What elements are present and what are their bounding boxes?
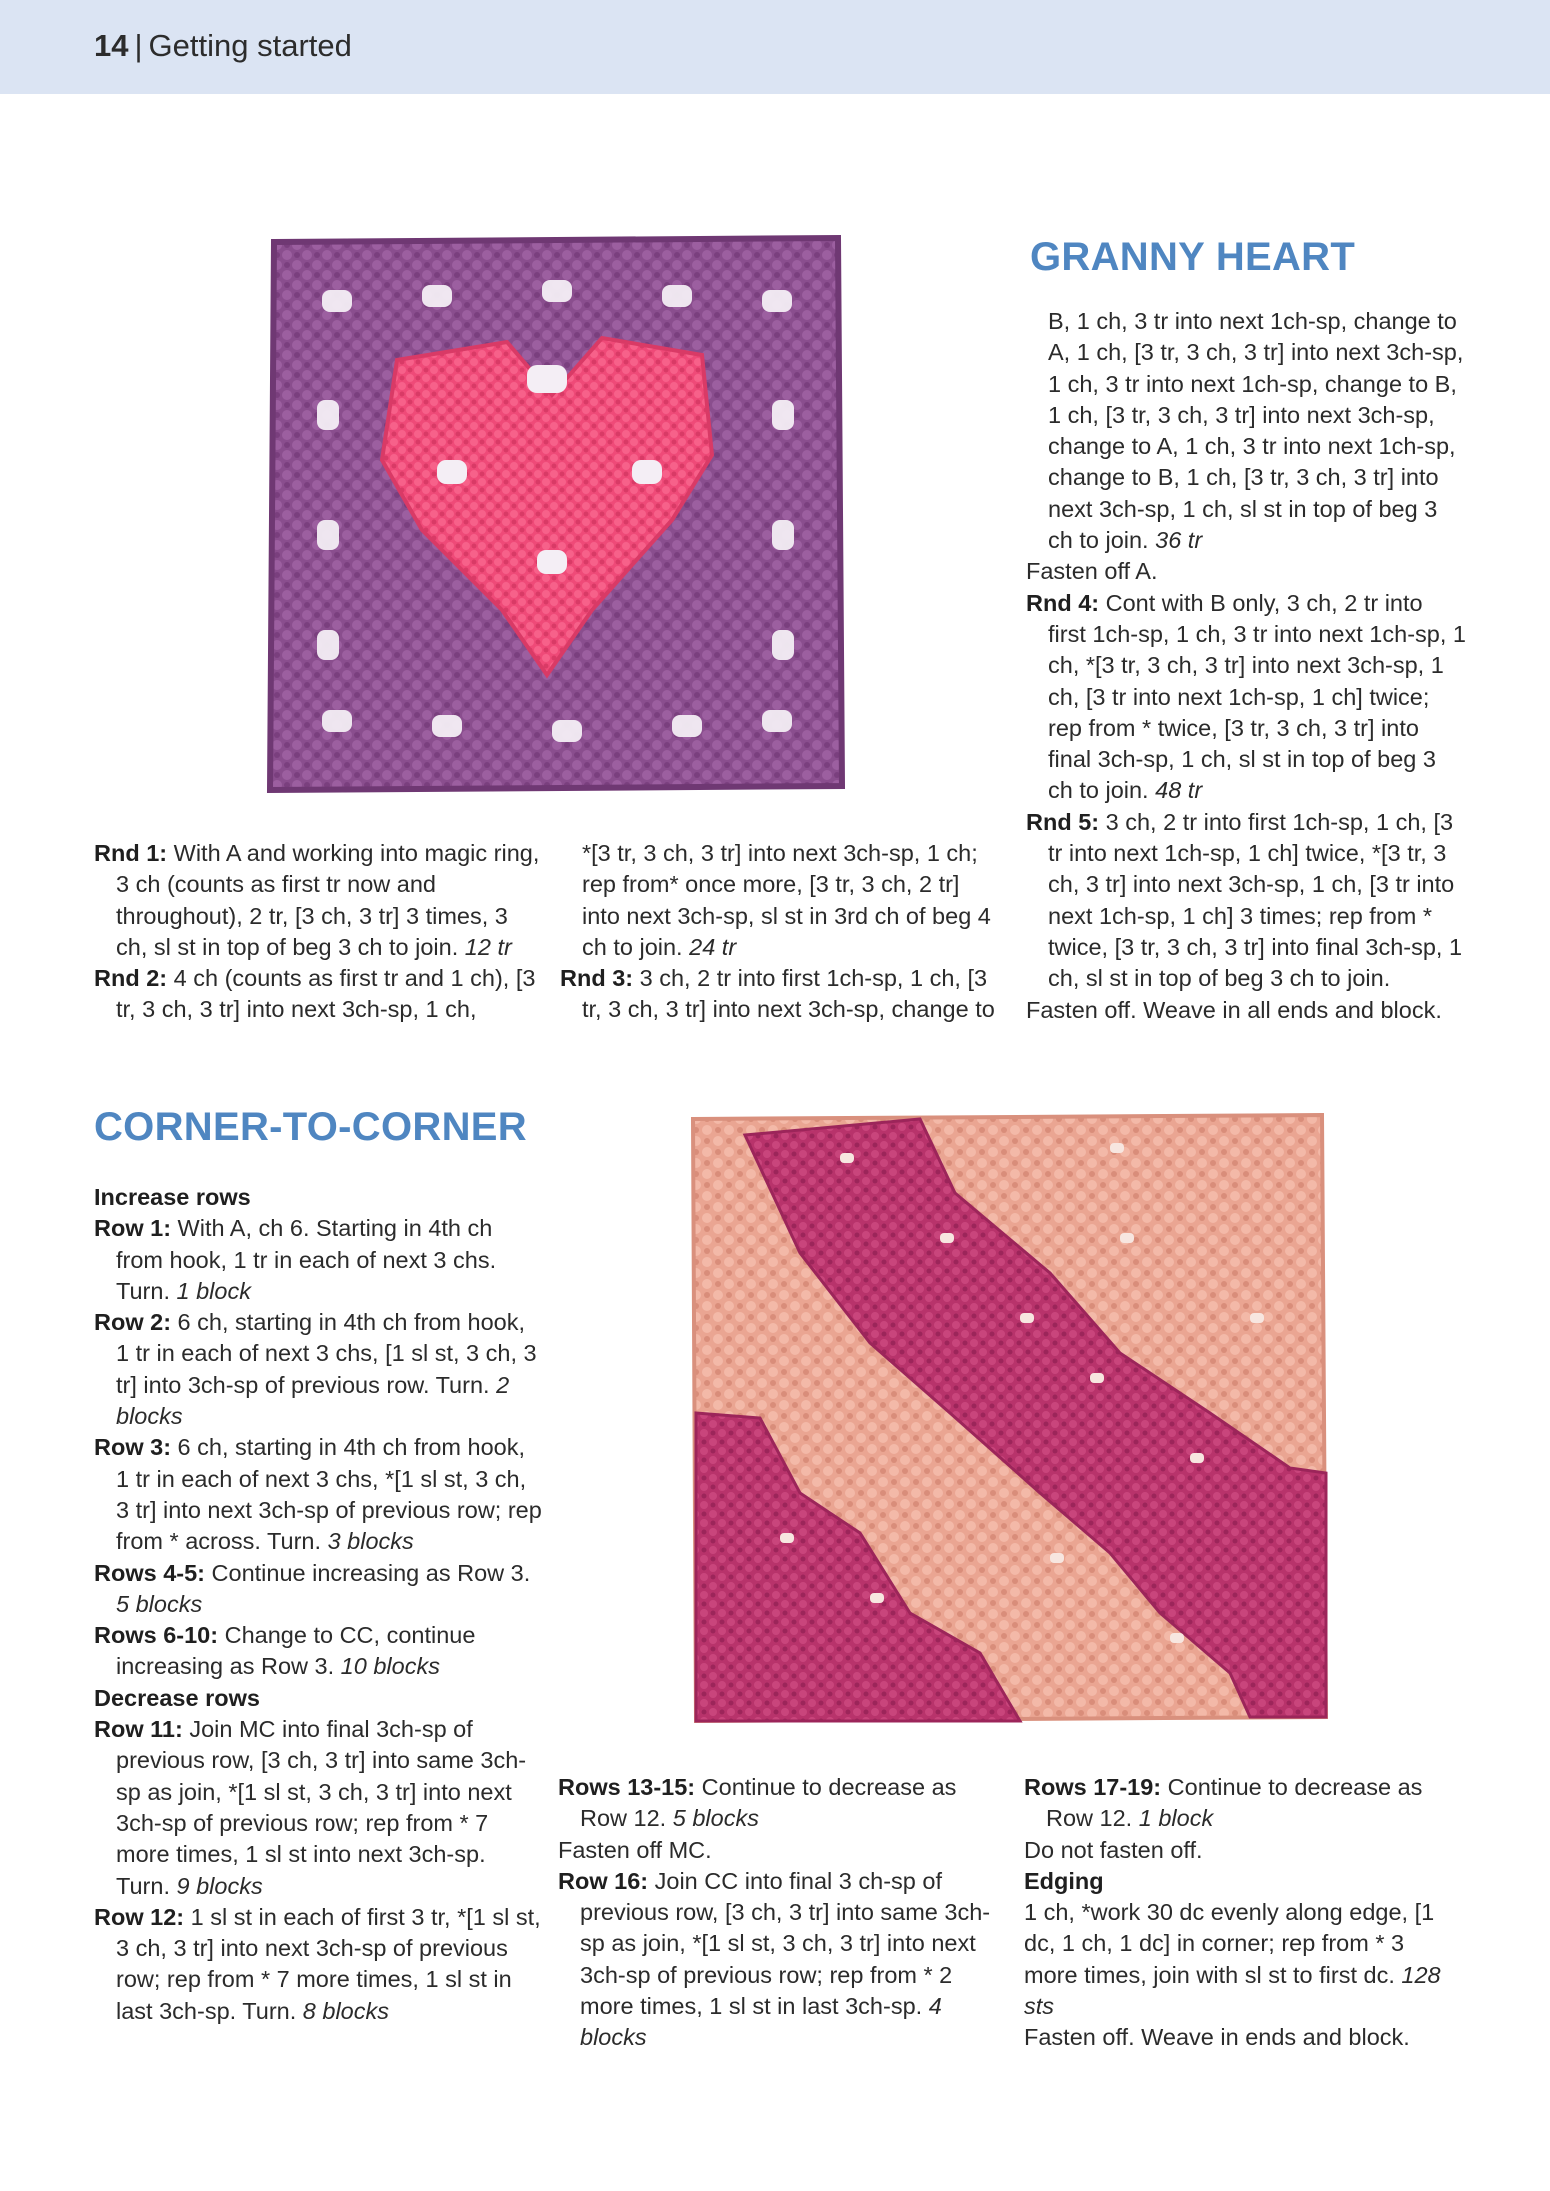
- c2c-title: CORNER-TO-CORNER: [94, 1105, 527, 1149]
- row-11-paragraph: Row 11: Join MC into final 3ch-sp of previous row, [3 ch, 3 tr] into same 3ch-sp as join, *[1 sl st, 3 ch, 3 tr] into next 3ch-sp of previous row; rep from * 7 more times, 1 sl st into next 3ch-sp. Turn. 9 blocks: [94, 1716, 527, 1899]
- row-1-paragraph: Row 1: With A, ch 6. Starting in 4th ch from hook, 1 tr in each of next 3 chs. Turn. 1 block: [94, 1215, 497, 1304]
- c2c-col-3: [1024, 1772, 1464, 2054]
- header-separator: |: [134, 28, 143, 63]
- granny-heart-square-image: [262, 230, 848, 796]
- c2c-col-1: [94, 1182, 544, 2027]
- page-header: [0, 0, 1550, 94]
- increase-rows-heading: Increase rows: [94, 1184, 251, 1210]
- granny-heart-col-1: [94, 838, 544, 1026]
- edging-paragraph: 1 ch, *work 30 dc evenly along edge, [1 dc, 1 ch, 1 dc] in corner; rep from * 3 more times, join with sl st to first dc. 128 sts: [1024, 1899, 1441, 2020]
- rnd-5-paragraph: Rnd 5: 3 ch, 2 tr into first 1ch-sp, 1 ch, [3 tr into next 1ch-sp, 1 ch] twice, *[3 tr, 3 ch, 3 tr] into next 3ch-sp, 1 ch, [3 tr into next 1ch-sp, 1 ch] 3 times; rep from * twice, [3 tr, 3 ch, 3 tr] into final 3ch-sp, 1 ch, sl st in top of beg 3 ch to join.: [1026, 808, 1463, 992]
- row-12-paragraph: Row 12: 1 sl st in each of first 3 tr, *[1 sl st, 3 ch, 3 tr] into next 3ch-sp of previous row; rep from * 7 more times, 1 sl st in last 3ch-sp. Turn. 8 blocks: [94, 1903, 541, 2024]
- granny-heart-title: GRANNY HEART: [1030, 235, 1356, 279]
- rnd-1-paragraph: Rnd 1: With A and working into magic ring, 3 ch (counts as first tr now and throughout), 2 tr, [3 ch, 3 tr] 3 times, 3 ch, sl st in top of beg 3 ch to join. 12 tr: [94, 840, 540, 960]
- rows-6-10-paragraph: Rows 6-10: Change to CC, continue increasing as Row 3. 10 blocks: [94, 1622, 476, 1680]
- fasten-off-weave: Fasten off. Weave in ends and block.: [1024, 2024, 1410, 2051]
- granny-heart-photo: [262, 230, 848, 796]
- fasten-off-a: Fasten off A.: [1026, 558, 1158, 585]
- rnd-4-paragraph: Rnd 4: Cont with B only, 3 ch, 2 tr into first 1ch-sp, 1 ch, 3 tr into next 1ch-sp, 1 ch, *[3 tr, 3 ch, 3 tr] into next 3ch-sp, 1 ch, [3 tr into next 1ch-sp, 1 ch] twice; rep from * twice, [3 tr, 3 ch, 3 tr] into final 3ch-sp, 1 ch, sl st in top of beg 3 ch to join. 48 tr: [1026, 589, 1466, 804]
- fasten-off-mc: Fasten off MC.: [558, 1836, 712, 1863]
- rnd-3-continued: B, 1 ch, 3 tr into next 1ch-sp, change to A, 1 ch, [3 tr, 3 ch, 3 tr] into next 3ch-sp, 1 ch, 3 tr into next 1ch-sp, change to B, 1 ch, [3 tr, 3 ch, 3 tr] into next 3ch-sp, change to A, 1 ch, 3 tr into next 1ch-sp, change to B, 1 ch, [3 tr, 3 ch, 3 tr] into next 3ch-sp, 1 ch, sl st in top of beg 3 ch to join. 36 tr: [1048, 308, 1464, 554]
- rows-13-15-paragraph: Rows 13-15: Continue to decrease as Row 12. 5 blocks: [558, 1774, 957, 1832]
- section-title: Getting started: [148, 28, 352, 63]
- c2c-col-2: [558, 1772, 998, 2054]
- rows-4-5-paragraph: Rows 4-5: Continue increasing as Row 3. 5 blocks: [94, 1559, 531, 1617]
- rnd-2-paragraph: Rnd 2: 4 ch (counts as first tr and 1 ch), [3 tr, 3 ch, 3 tr] into next 3ch-sp, 1 ch,: [94, 965, 536, 1023]
- rnd-3-paragraph: Rnd 3: 3 ch, 2 tr into first 1ch-sp, 1 ch, [3 tr, 3 ch, 3 tr] into next 3ch-sp, change to: [560, 965, 995, 1023]
- c2c-square-image: [690, 1113, 1330, 1725]
- c2c-photo: [690, 1113, 1330, 1725]
- running-head: [94, 28, 352, 64]
- decrease-rows-heading: Decrease rows: [94, 1684, 260, 1711]
- row-3-paragraph: Row 3: 6 ch, starting in 4th ch from hook, 1 tr in each of next 3 chs, *[1 sl st, 3 ch, 3 tr] into next 3ch-sp of previous row; rep from * across. Turn. 3 blocks: [94, 1434, 542, 1555]
- page-number: 14: [94, 28, 129, 63]
- edging-heading: Edging: [1024, 1867, 1104, 1894]
- row-2-paragraph: Row 2: 6 ch, starting in 4th ch from hook, 1 tr in each of next 3 chs, [1 sl st, 3 ch, 3 tr] into 3ch-sp of previous row. Turn. 2 blocks: [94, 1309, 537, 1430]
- rnd-2-continued: *[3 tr, 3 ch, 3 tr] into next 3ch-sp, 1 ch; rep from* once more, [3 tr, 3 ch, 2 tr] into next 3ch-sp, sl st in 3rd ch of beg 4 ch to join. 24 tr: [582, 840, 991, 960]
- granny-heart-col-2: [560, 838, 1000, 1026]
- granny-heart-col-3: [1026, 306, 1466, 1026]
- row-16-paragraph: Row 16: Join CC into final 3 ch-sp of previous row, [3 ch, 3 tr] into same 3ch-sp as join, *[1 sl st, 3 ch, 3 tr] into next 3ch-sp of previous row; rep from * 2 more times, 1 sl st in last 3ch-sp. 4 blocks: [558, 1867, 991, 2051]
- do-not-fasten-off: Do not fasten off.: [1024, 1836, 1203, 1863]
- rows-17-19-paragraph: Rows 17-19: Continue to decrease as Row 12. 1 block: [1024, 1774, 1423, 1832]
- fasten-off-final: Fasten off. Weave in all ends and block.: [1026, 996, 1442, 1023]
